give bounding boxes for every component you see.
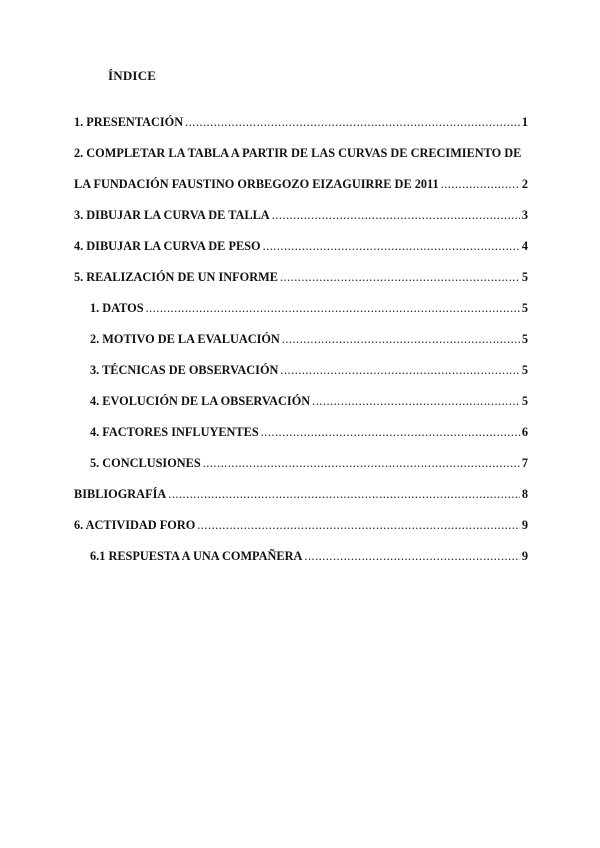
toc-entry-informe[interactable]: [74, 270, 528, 301]
toc-leader-dots: [203, 456, 520, 471]
toc-leader-dots: [261, 425, 520, 440]
toc-leader-dots: [441, 177, 520, 192]
toc-entry-text: 4. FACTORES INFLUYENTES: [90, 425, 259, 439]
table-of-contents: [74, 115, 528, 580]
toc-entry-text: 4. DIBUJAR LA CURVA DE PESO: [74, 239, 261, 253]
toc-entry-actividad-foro[interactable]: [74, 518, 528, 549]
toc-entry-text: 5. REALIZACIÓN DE UN INFORME: [74, 270, 278, 284]
toc-leader-dots: [280, 270, 520, 285]
toc-page-number: 5: [521, 363, 528, 377]
toc-entry-presentacion[interactable]: [74, 115, 528, 146]
toc-page-number: 9: [521, 518, 528, 532]
toc-entry-bibliografia[interactable]: [74, 487, 528, 518]
toc-page-number: 1: [521, 115, 528, 129]
toc-entry-conclusiones[interactable]: [74, 456, 528, 487]
toc-entry-text: 1. PRESENTACIÓN: [74, 115, 184, 129]
toc-leader-dots: [168, 487, 520, 502]
toc-leader-dots: [280, 363, 519, 378]
toc-leader-dots: [282, 332, 520, 347]
toc-page-number: 3: [521, 208, 528, 222]
toc-entry-text: 6. ACTIVIDAD FORO: [74, 518, 196, 532]
toc-entry-text-line1: 2. COMPLETAR LA TABLA A PARTIR DE LAS CURVAS DE CRECIMIENTO DE: [74, 146, 522, 160]
toc-entry-text: 3. DIBUJAR LA CURVA DE TALLA: [74, 208, 270, 222]
toc-leader-dots: [263, 239, 520, 254]
toc-entry-text-line2: LA FUNDACIÓN FAUSTINO ORBEGOZO EIZAGUIRRE DE 2011: [74, 177, 439, 191]
toc-page-number: 9: [521, 549, 528, 563]
toc-page-number: 8: [521, 487, 528, 501]
toc-entry-tecnicas-observacion[interactable]: [74, 363, 528, 394]
toc-page-number: 5: [521, 301, 528, 315]
toc-leader-dots: [185, 115, 520, 130]
toc-entry-datos[interactable]: [74, 301, 528, 332]
toc-entry-evolucion-observacion[interactable]: [74, 394, 528, 425]
toc-page-number: 2: [521, 177, 528, 191]
toc-entry-factores-influyentes[interactable]: [74, 425, 528, 456]
toc-entry-text: 6.1 RESPUESTA A UNA COMPAÑERA: [90, 549, 303, 563]
toc-leader-dots: [197, 518, 520, 533]
toc-title: ÍNDICE: [108, 68, 157, 83]
toc-entry-text: 3. TÉCNICAS DE OBSERVACIÓN: [90, 363, 279, 377]
toc-entry-text: 5. CONCLUSIONES: [90, 456, 201, 470]
toc-entry-curva-peso[interactable]: [74, 239, 528, 270]
toc-entry-motivo-evaluacion[interactable]: [74, 332, 528, 363]
toc-entry-text: BIBLIOGRAFÍA: [74, 487, 167, 501]
toc-entry-text: 1. DATOS: [90, 301, 144, 315]
toc-leader-dots: [312, 394, 520, 409]
toc-page-number: 5: [521, 332, 528, 346]
toc-page-number: 7: [521, 456, 528, 470]
toc-page-number: 5: [521, 394, 528, 408]
toc-entry-respuesta-companera[interactable]: [74, 549, 528, 580]
toc-page-number: 5: [521, 270, 528, 284]
toc-leader-dots: [146, 301, 520, 316]
toc-entry-line2: [74, 177, 528, 208]
toc-entry-curva-talla[interactable]: [74, 208, 528, 239]
toc-entry-text: 4. EVOLUCIÓN DE LA OBSERVACIÓN: [90, 394, 311, 408]
toc-page-number: 6: [521, 425, 528, 439]
toc-leader-dots: [304, 549, 519, 564]
toc-page-number: 4: [521, 239, 528, 253]
toc-entry-text: 2. MOTIVO DE LA EVALUACIÓN: [90, 332, 280, 346]
toc-leader-dots: [272, 208, 520, 223]
toc-entry-completar-tabla[interactable]: [74, 146, 528, 208]
